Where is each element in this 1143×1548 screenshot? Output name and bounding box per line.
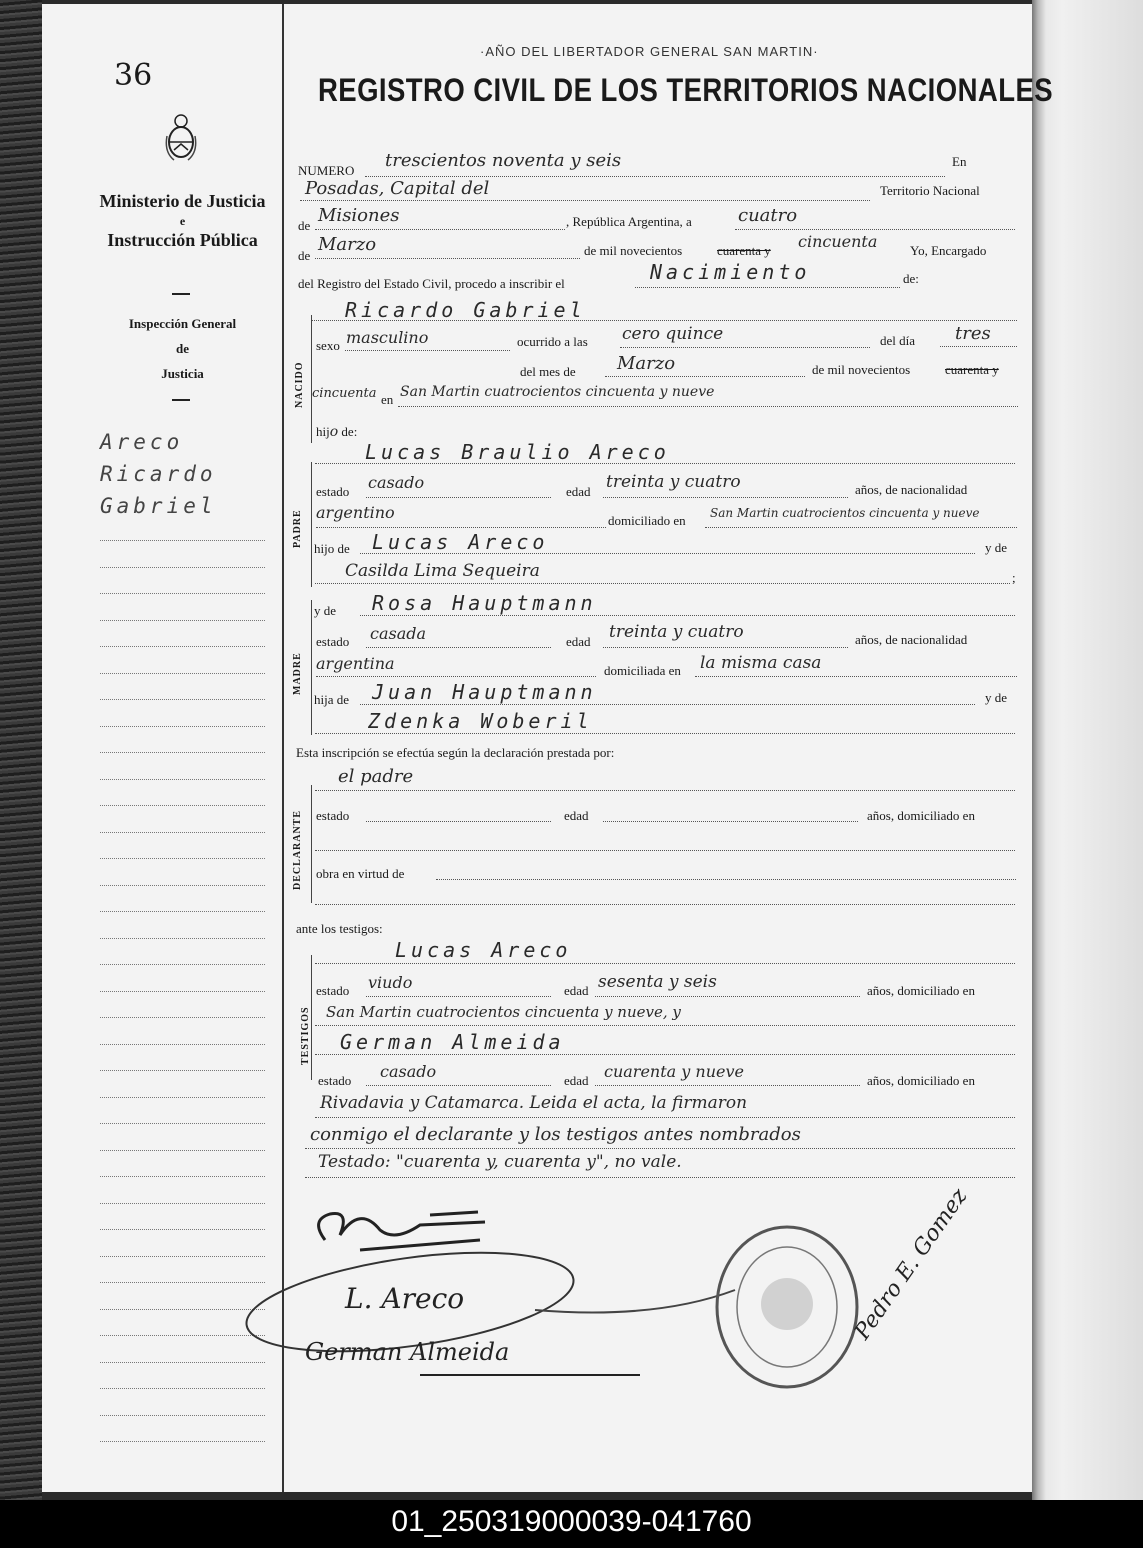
almeida-signature: German Almeida: [305, 1338, 510, 1366]
en-label: En: [952, 154, 967, 169]
numero-label: NUMERO: [298, 163, 355, 178]
section-madre-label: MADRE: [292, 652, 303, 695]
dotted-line: [620, 347, 870, 348]
madre-padre: Juan Hauptmann: [372, 680, 597, 704]
estado-label: estado: [316, 634, 350, 649]
dotted-line: [360, 553, 975, 554]
dotted-line: [315, 1025, 1015, 1026]
margin-rule-line: [100, 646, 265, 647]
margin-rule-line: [100, 1017, 265, 1018]
image-id: 01_250319000039-041760: [391, 1505, 752, 1538]
anios-domiciliado-label: años, domiciliado en: [867, 1073, 975, 1088]
birth-place-value: San Martin cuatrocientos cincuenta y nueve: [400, 384, 715, 400]
dotted-line: [315, 790, 1015, 791]
sexo-value: masculino: [346, 328, 429, 347]
sexo-label: sexo: [316, 338, 340, 353]
madre-madre: Zdenka Woberil: [368, 709, 593, 733]
margin-rule-line: [100, 699, 265, 700]
testigo1-domicilio: San Martin cuatrocientos cincuenta y nueve, y: [326, 1003, 681, 1021]
margin-rule-line: [100, 1097, 265, 1098]
dotted-line: [603, 647, 848, 648]
madre-bracket: [311, 600, 312, 735]
testigos-bracket: [311, 955, 312, 1080]
registro-label: del Registro del Estado Civil, procedo a inscribir el: [298, 276, 565, 291]
anios-nacionalidad-label: años, de nacionalidad: [855, 482, 968, 497]
anios-domiciliado-label: años, domiciliado en: [867, 983, 975, 998]
book-spine: [0, 0, 42, 1500]
estado-label: estado: [316, 484, 350, 499]
madre-domicilio: la misma casa: [700, 653, 822, 673]
dotted-line: [635, 287, 900, 288]
y-de-label: y de: [314, 603, 337, 618]
birth-month-value: Marzo: [617, 353, 676, 374]
de-colon-label: de:: [903, 271, 919, 286]
ministry-heading: [95, 188, 270, 254]
margin-rule-line: [100, 964, 265, 965]
margin-rule-line: [100, 1441, 265, 1442]
dotted-line: [605, 376, 805, 377]
testigo1-name: Lucas Areco: [395, 938, 572, 962]
declarante-value: el padre: [338, 766, 414, 787]
inspeccion-line3: Justicia: [161, 366, 204, 381]
margin-rule-line: [100, 593, 265, 594]
edad-label: edad: [566, 484, 591, 499]
dotted-line: [595, 996, 860, 997]
declarante-bracket: [311, 785, 312, 903]
dotted-line: [300, 200, 870, 201]
domiciliada-label: domiciliada en: [604, 663, 681, 678]
mil-novecientos-label: de mil novecientos: [812, 362, 911, 377]
hijo-prefix: hij: [316, 424, 330, 439]
padre-name: Lucas Braulio Areco: [365, 440, 670, 464]
margin-rule-line: [100, 858, 265, 859]
dotted-line: [366, 647, 551, 648]
margin-rule-line: [100, 673, 265, 674]
y-de-label: y de: [985, 540, 1008, 555]
dotted-line: [315, 258, 580, 259]
hijo-de-label: hijo de: [314, 541, 350, 556]
de-label: de: [298, 248, 311, 263]
inspeccion-heading: [110, 311, 255, 386]
document-title: REGISTRO CIVIL DE LOS TERRITORIOS NACIONALES: [318, 72, 1054, 108]
margin-rule-line: [100, 1203, 265, 1204]
domiciliado-label: domiciliado en: [608, 513, 686, 528]
numero-value: trescientos noventa y seis: [385, 150, 622, 171]
dotted-line: [305, 1177, 1015, 1178]
margin-rule-line: [100, 779, 265, 780]
ministry-line1: Ministerio de Justicia: [99, 191, 266, 211]
madre-name: Rosa Hauptmann: [372, 591, 597, 615]
margin-rule-line: [100, 567, 265, 568]
dotted-line: [365, 176, 945, 177]
margin-rule-line: [100, 1070, 265, 1071]
de-colon: de:: [341, 424, 358, 439]
dotted-line: [315, 583, 1010, 584]
margin-rule-line: [100, 805, 265, 806]
edad-label: edad: [564, 808, 589, 823]
year-value: cincuenta: [798, 232, 878, 251]
argentine-coat-of-arms-icon: [164, 112, 198, 164]
dotted-line: [366, 1085, 551, 1086]
margin-rule-line: [100, 1415, 265, 1416]
margin-rule-line: [100, 1123, 265, 1124]
testigo1-edad: sesenta y seis: [598, 972, 717, 992]
month-value: Marzo: [318, 234, 377, 255]
margin-rule-line: [100, 752, 265, 753]
estado-label: estado: [318, 1073, 352, 1088]
birth-day-value: tres: [955, 323, 991, 344]
struck-text: cuarenta y: [717, 243, 771, 258]
padre-nacionalidad: argentino: [316, 503, 395, 522]
ministry-conjunction: e: [179, 214, 186, 228]
dotted-line: [603, 497, 848, 498]
dotted-line: [345, 350, 510, 351]
republica-label: , República Argentina, a: [566, 214, 692, 229]
estado-label: estado: [316, 983, 350, 998]
dotted-line: [315, 1117, 1015, 1118]
registrar-signature: Pedro E. Gomez: [850, 1184, 973, 1345]
dotted-line: [316, 676, 596, 677]
dotted-line: [312, 320, 1017, 321]
dotted-line: [595, 1085, 860, 1086]
dotted-line: [695, 676, 1017, 677]
margin-rule-line: [100, 1176, 265, 1177]
dotted-line: [315, 963, 1015, 964]
struck-text: cuarenta y: [945, 362, 999, 377]
anios-nacionalidad-label: años, de nacionalidad: [855, 632, 968, 647]
edad-label: edad: [564, 1073, 589, 1088]
ministry-line2: Instrucción Pública: [107, 230, 258, 250]
dotted-line: [360, 704, 975, 705]
day-value: cuatro: [738, 205, 798, 226]
padre-madre: Casilda Lima Sequeira: [345, 561, 540, 581]
padre-estado: casado: [368, 473, 425, 492]
hija-de-label: hija de: [314, 692, 350, 707]
margin-secondname: Gabriel: [100, 494, 217, 518]
dotted-line: [366, 821, 551, 822]
padre-padre: Lucas Areco: [372, 530, 549, 554]
nacido-bracket: [311, 315, 312, 443]
section-padre-label: PADRE: [292, 509, 303, 548]
declaracion-label: Esta inscripción se efectúa según la declaración prestada por:: [296, 745, 615, 760]
dotted-line: [398, 406, 1018, 407]
padre-edad: treinta y cuatro: [606, 472, 741, 492]
dotted-line: [940, 346, 1017, 347]
testigo2-estado: casado: [380, 1062, 437, 1081]
dotted-line: [366, 497, 551, 498]
dotted-line: [316, 527, 606, 528]
margin-rule-line: [100, 911, 265, 912]
madre-edad: treinta y cuatro: [609, 622, 744, 642]
page-number: 36: [114, 58, 153, 93]
margin-rule-line: [100, 620, 265, 621]
margin-rule-line: [100, 832, 265, 833]
next-page-edge: [1032, 0, 1143, 1500]
madre-nacionalidad: argentina: [316, 654, 395, 673]
dotted-line: [366, 996, 551, 997]
divider: [172, 399, 190, 401]
testigos-label: ante los testigos:: [296, 921, 383, 936]
areco-signature: L. Areco: [345, 1282, 465, 1315]
dotted-line: [315, 463, 1015, 464]
dotted-line: [315, 733, 1015, 734]
inspeccion-line1: Inspección General: [128, 316, 237, 331]
divider: [172, 293, 190, 295]
section-testigos-label: TESTIGOS: [300, 1006, 311, 1065]
margin-rule-line: [100, 1388, 265, 1389]
semicolon: ;: [1012, 570, 1016, 585]
del-dia-label: del día: [880, 333, 916, 348]
dotted-line: [360, 615, 1015, 616]
madre-estado: casada: [370, 624, 427, 643]
margin-rule-line: [100, 726, 265, 727]
dotted-line: [735, 229, 1015, 230]
act-type-value: Nacimiento: [650, 260, 811, 284]
hijo-label: [316, 424, 357, 440]
section-declarante-label: DECLARANTE: [292, 809, 303, 890]
obra-label: obra en virtud de: [316, 866, 405, 881]
estado-label: estado: [316, 808, 350, 823]
closing-line1: conmigo el declarante y los testigos antes nombrados: [310, 1124, 801, 1145]
mil-novecientos-label: de mil novecientos: [584, 243, 683, 258]
dotted-line: [315, 1054, 1015, 1055]
margin-surname: Areco: [100, 430, 184, 454]
margin-rule-line: [100, 540, 265, 541]
dotted-line: [315, 904, 1015, 905]
de-label: de: [298, 218, 311, 233]
city-value: Posadas, Capital del: [305, 178, 490, 199]
margin-firstname: Ricardo: [100, 462, 217, 486]
inspeccion-line2: de: [176, 341, 189, 356]
testigo2-edad: cuarenta y nueve: [604, 1062, 744, 1081]
territorio-label: Territorio Nacional: [880, 183, 980, 198]
official-stamp-icon: [712, 1222, 862, 1392]
edad-label: edad: [566, 634, 591, 649]
dotted-line: [705, 527, 1017, 528]
year-header: ·AÑO DEL LIBERTADOR GENERAL SAN MARTIN·: [480, 44, 819, 59]
ocurrido-label: ocurrido a las: [517, 334, 588, 349]
testigo2-domicilio: Rivadavia y Catamarca. Leida el acta, la firmaron: [320, 1093, 748, 1113]
dotted-line: [315, 229, 565, 230]
testigo1-estado: viudo: [368, 973, 413, 992]
del-mes-label: del mes de: [520, 364, 576, 379]
en-label: en: [381, 392, 394, 407]
anios-domiciliado-label: años, domiciliado en: [867, 808, 975, 823]
y-de-label: y de: [985, 690, 1008, 705]
hour-value: cero quince: [622, 324, 724, 344]
margin-rule-line: [100, 885, 265, 886]
nacido-name: Ricardo Gabriel: [345, 298, 586, 322]
margin-rule-line: [100, 1044, 265, 1045]
yo-encargado-label: Yo, Encargado: [910, 243, 987, 258]
dotted-line: [305, 1148, 1015, 1149]
signature-underline: [420, 1374, 640, 1376]
dotted-line: [603, 821, 858, 822]
edad-label: edad: [564, 983, 589, 998]
testigo2-name: German Almeida: [340, 1030, 565, 1054]
section-nacido-label: NACIDO: [294, 361, 305, 408]
margin-rule-line: [100, 938, 265, 939]
dotted-line: [315, 850, 1015, 851]
padre-bracket: [311, 462, 312, 587]
padre-domicilio: San Martin cuatrocientos cincuenta y nueve: [710, 506, 980, 520]
dotted-line: [436, 879, 1016, 880]
hijo-suffix: o: [329, 424, 339, 440]
territory-value: Misiones: [318, 205, 400, 226]
margin-rule-line: [100, 1150, 265, 1151]
closing-line2: Testado: "cuarenta y, cuarenta y", no vale.: [318, 1152, 682, 1172]
birth-year-value: cincuenta: [312, 386, 377, 401]
margin-rule-line: [100, 991, 265, 992]
margin-rule-line: [100, 1229, 265, 1230]
